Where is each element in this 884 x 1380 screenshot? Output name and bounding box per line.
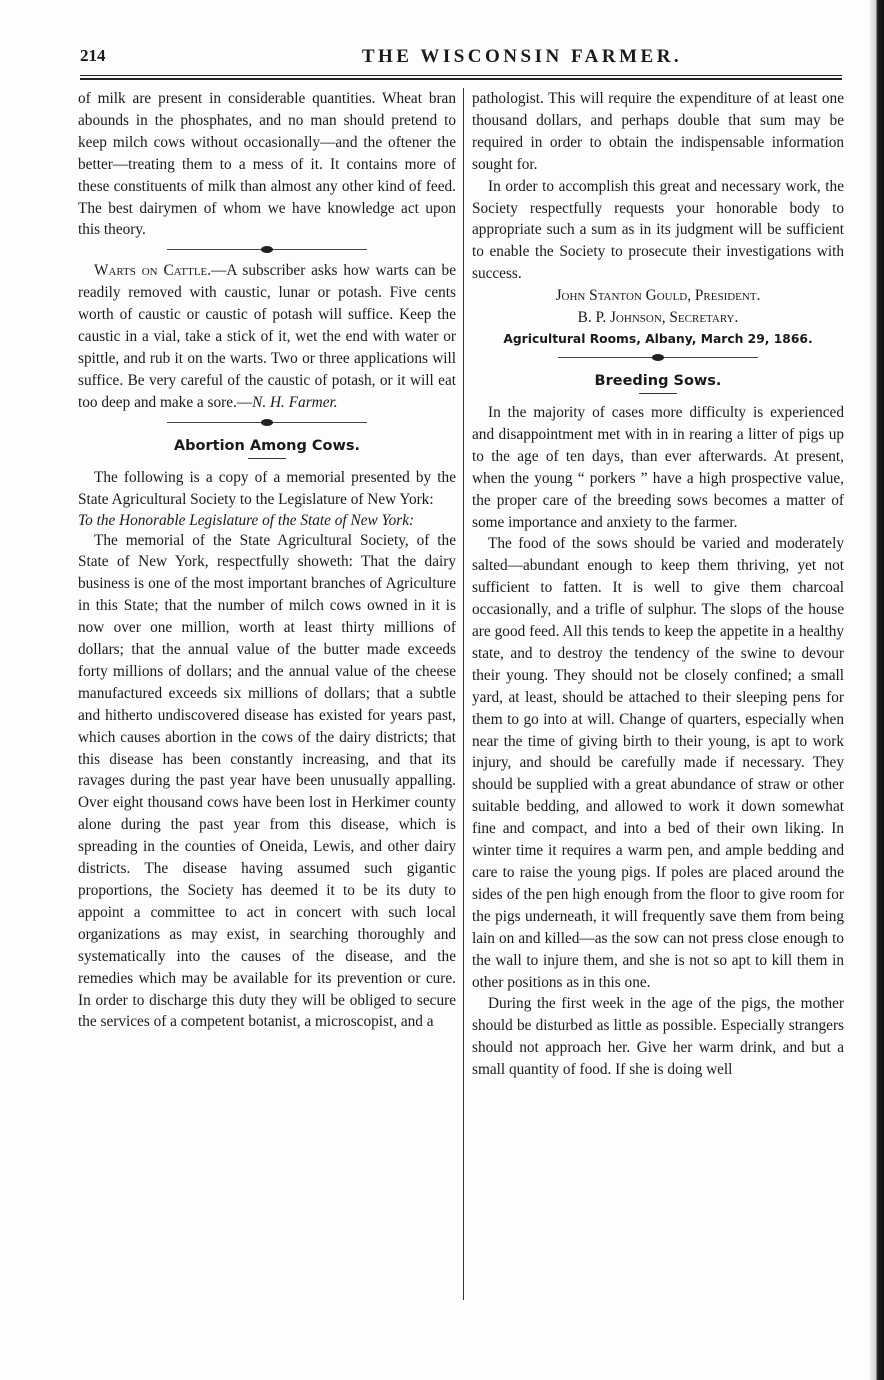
abortion-intro: The following is a copy of a memorial presented by the State Agricultural Society to the Legislature of New York: bbox=[78, 468, 456, 508]
warts-title: Warts on Cattle. bbox=[94, 262, 212, 280]
breeding-heading: Breeding Sows. bbox=[594, 372, 722, 389]
memorial-request: In order to accomplish this great and necessary work, the Society respectfully requests your honorable body to appropriate such a sum as in its judgment will be sufficient to enable the Society to prosecute their investigations with success. bbox=[472, 177, 844, 283]
memorial-dateline: Agricultural Rooms, Albany, March 29, 1866. bbox=[503, 331, 813, 346]
page-edge-shadow bbox=[870, 0, 884, 1380]
left-column bbox=[78, 88, 456, 1033]
warts-body: —A subscriber asks how warts can be readily removed with caustic, lunar or potash. Five cents worth of caustic or caustic of potash will suffice. Keep the caustic in a vial, take a stick of it, wet the end with water or spittle, and rub it on the warts. Two or three applications will suffice. Be very careful of the caustic of potash, or it will eat too deep and make a sore.— bbox=[78, 262, 456, 411]
memorial-body: The memorial of the State Agricultural Society, of the State of New York, respectfully showeth: That the dairy business is one of the most important branches of Agriculture in this State; that the number of milch cows owned in it is now over one million, worth at least thirty millions of dollars; that the annual value of the butter made exceeds forty millions of dollars; and the annual value of the cheese manufactured exceeds six millions of dollars; that a subtle and hitherto undiscovered disease has existed for years past, which causes abortion in the cows of the dairy districts; that this disease has been constantly increasing, and that its ravages during the past year have been unusually appalling. Over eight thousand cows have been lost in Herkimer county alone during the past year from this disease, which is spreading in the counties of Oneida, Lewis, and other dairy districts. The disease having assumed such gigantic proportions, the Society has deemed it to be its duty to appoint a committee to act in concert with such local organizations as may exist, in searching thoroughly and systematically into the causes of the disease, and the remedies which may be available for its prevention or cure. In order to discharge this duty they will be obliged to secure the services of a competent botanist, a microscopist, and a bbox=[78, 531, 456, 1031]
signature-president: John Stanton Gould, President. bbox=[555, 287, 761, 305]
signature-secretary: B. P. Johnson, Secretary. bbox=[577, 309, 739, 327]
abortion-heading: Abortion Among Cows. bbox=[173, 437, 361, 454]
warts-paragraph bbox=[78, 260, 456, 413]
heading-rule bbox=[639, 393, 677, 394]
section-ornament bbox=[167, 418, 367, 428]
journal-title: THE WISCONSIN FARMER. bbox=[361, 46, 683, 67]
section-ornament bbox=[558, 353, 758, 363]
breeding-paragraph-1: In the majority of cases more difficulty is experienced and disappointment met with in in rearing a litter of pigs up to the age of ten days, than ever afterwards. At present, when the young “ porkers ” have a high prospective value, the proper care of the breeding sows becomes a matter of some importance and anxiety to the farmer. bbox=[472, 403, 844, 531]
section-ornament bbox=[167, 245, 367, 255]
page-number: 214 bbox=[80, 46, 106, 65]
header-rule bbox=[80, 75, 842, 80]
warts-source: N. H. Farmer. bbox=[252, 393, 338, 411]
page-header bbox=[80, 46, 844, 70]
heading-rule bbox=[248, 458, 286, 459]
memorial-continuation: pathologist. This will require the expenditure of at least one thousand dollars, and perhaps double that sum may be required in order to obtain the indispensable information sought for. bbox=[472, 90, 844, 173]
breeding-paragraph-3: During the first week in the age of the pigs, the mother should be disturbed as little as possible. Especially strangers should not approach her. Give her warm drink, and but a small quantity of food. If she is doing well bbox=[472, 995, 844, 1079]
column-divider bbox=[463, 88, 464, 1300]
right-column bbox=[472, 88, 844, 1081]
breeding-paragraph-2: The food of the sows should be varied and moderately salted—abundant enough to keep them thriving, yet not sufficient to fatten. It is well to give them charcoal occasionally, and a trifle of sulphur. The slops of the house are good feed. All this tends to keep the appetite in a healthy state, and to destroy the tendency of the swine to devour their young. They should not be closely confined; a small yard, at least, should be attached to their sleeping pens for them to go into at will. Change of quarters, especially when near the time of giving birth to their young, is apt to work injury, and should be carefully made if necessary. They should be supplied with a great abundance of straw or other suitable bedding, and allowed to work it down somewhat fine and compact, and into a bed of their own liking. In winter time it requires a warm pen, and ample bedding and care to raise the young pigs. If poles are placed around the sides of the pen high enough from the floor to give room for the pigs underneath, it will frequently save them from being lain on and killed—as the sow can not press close enough to the wall to injure them, and she is not so apt to kill them in other positions as in this one. bbox=[472, 535, 844, 991]
memorial-salutation: To the Honorable Legislature of the State of New York: bbox=[78, 511, 415, 529]
intro-paragraph: of milk are present in considerable quantities. Wheat bran abounds in the phosphates, and no man should pretend to keep milch cows without occasionally—and the oftener the better—treating them to a mess of it. It contains more of these constituents of milk than almost any other kind of feed. The best dairymen of whom we have knowledge act upon this theory. bbox=[78, 90, 456, 239]
